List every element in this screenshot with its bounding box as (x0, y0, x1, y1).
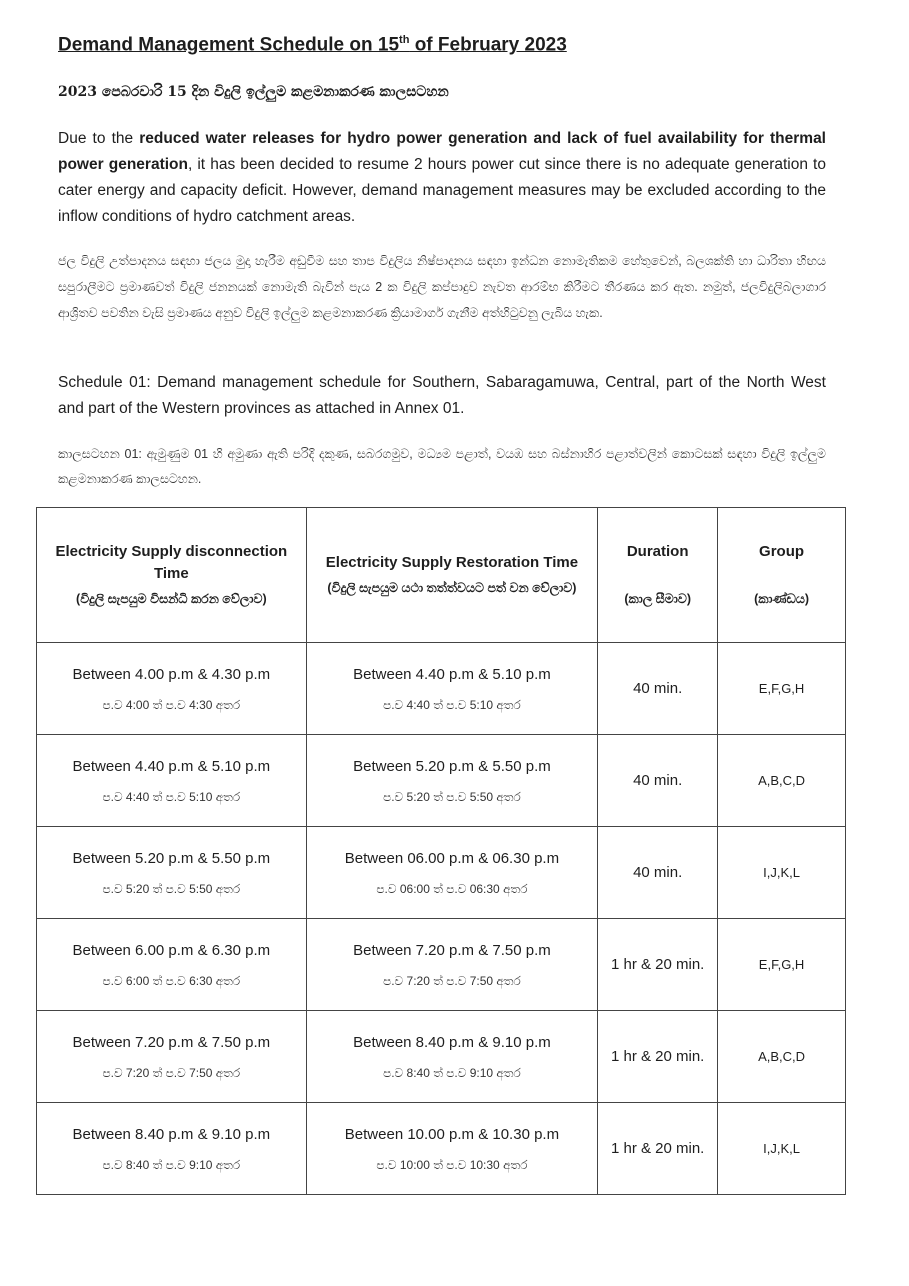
header-group: Group (කාණ්ඩය) (718, 508, 846, 643)
disconnection-cell: Between 6.00 p.m & 6.30 p.m ප.ව 6:00 ත් ප.ව 6:30 අතර (37, 919, 307, 1011)
intro-paragraph-sinhala: ජල විදුලි උත්පාදනය සඳහා ජලය මුදා හැරීම අඩුවීම සහ තාප විදුලිය නිෂ්පාදනය සඳහා ඉන්ධන නොමැතිකම හේතුවෙන්, බලශක්ති හා ධාරිතා හිඟය සපුරාලීමට ප්‍රමාණවත් විදුලි ජනනයක් නොමැති බැවින් පැය 2 ක විදුලි කප්පාදුව නැවත ආරම්භ කිරීමට තීරණය කර ඇත. නමුත්, ජලවිදුලිබලාගාර ආශ්‍රිතව පවතින වැසි ප්‍රමාණය අනුව විදුලි ඉල්ලුම කළමනාකරණ ක්‍රියාමාර්ග ගැනීම අත්හිටුවනු ලැබිය හැක. (58, 254, 826, 320)
restoration-cell: Between 10.00 p.m & 10.30 p.m ප.ව 10:00 ත් ප.ව 10:30 අතර (306, 1103, 598, 1195)
table-row (37, 1103, 846, 1195)
header-duration: Duration (කාල සීමාව) (598, 508, 718, 643)
duration-cell: 40 min. (598, 827, 718, 919)
disconnection-cell: Between 4.00 p.m & 4.30 p.m ප.ව 4:00 ත් ප.ව 4:30 අතර (37, 643, 307, 735)
restoration-cell: Between 4.40 p.m & 5.10 p.m ප.ව 4:40 ත් ප.ව 5:10 අතර (306, 643, 598, 735)
page-title: Demand Management Schedule on 15th of February 2023 (58, 34, 567, 56)
group-cell: A,B,C,D (718, 1011, 846, 1103)
sinhala-subtitle: 2023 පෙබරවාරි 15 දින විදුලි ඉල්ලුම කළමනාකරණ කාලසටහන (58, 84, 449, 100)
duration-cell: 40 min. (598, 643, 718, 735)
group-cell: A,B,C,D (718, 735, 846, 827)
duration-cell: 1 hr & 20 min. (598, 1011, 718, 1103)
schedule-description-sinhala: කාලසටහන 01: ඇමුණුම 01 හි අමුණා ඇති පරිදි දකුණ, සබරගමුව, මධ්‍යම පළාත්, වයඹ සහ බස්නාහිර පළාත්වලින් කොටසක් සඳහා විදුලි ඉල්ලුම කළමනාකරණ කාලසටහන. (58, 447, 826, 486)
header-restoration-time: Electricity Supply Restoration Time (විදුලි සැපයුම යථා තත්ත්වයට පත් වන වේලාව) (306, 508, 598, 643)
disconnection-cell: Between 8.40 p.m & 9.10 p.m ප.ව 8:40 ත් ප.ව 9:10 අතර (37, 1103, 307, 1195)
header-disconnection-time: Electricity Supply disconnection Time (විදුලි සැපයුම විසන්ධි කරන වේලාව) (37, 508, 307, 643)
table-row (37, 643, 846, 735)
table-header-row (37, 508, 846, 643)
restoration-cell: Between 7.20 p.m & 7.50 p.m ප.ව 7:20 ත් ප.ව 7:50 අතර (306, 919, 598, 1011)
table-row (37, 919, 846, 1011)
schedule-description: Schedule 01: Demand management schedule for Southern, Sabaragamuwa, Central, part of the North West and part of the Western provinces as attached in Annex 01. (58, 374, 826, 417)
restoration-cell: Between 8.40 p.m & 9.10 p.m ප.ව 8:40 ත් ප.ව 9:10 අතර (306, 1011, 598, 1103)
intro-paragraph: Due to the reduced water releases for hydro power generation and lack of fuel availability for thermal power generation, it has been decided to resume 2 hours power cut since there is no adequate generation to cater energy and capacity deficit. However, demand management measures may be excluded according to the inflow conditions of hydro catchment areas. (58, 130, 826, 225)
disconnection-cell: Between 4.40 p.m & 5.10 p.m ප.ව 4:40 ත් ප.ව 5:10 අතර (37, 735, 307, 827)
disconnection-cell: Between 7.20 p.m & 7.50 p.m ප.ව 7:20 ත් ප.ව 7:50 අතර (37, 1011, 307, 1103)
schedule-table (36, 507, 846, 1195)
table-row (37, 1011, 846, 1103)
restoration-cell: Between 5.20 p.m & 5.50 p.m ප.ව 5:20 ත් ප.ව 5:50 අතර (306, 735, 598, 827)
group-cell: E,F,G,H (718, 643, 846, 735)
disconnection-cell: Between 5.20 p.m & 5.50 p.m ප.ව 5:20 ත් ප.ව 5:50 අතර (37, 827, 307, 919)
duration-cell: 40 min. (598, 735, 718, 827)
duration-cell: 1 hr & 20 min. (598, 1103, 718, 1195)
group-cell: I,J,K,L (718, 827, 846, 919)
table-row (37, 735, 846, 827)
table-row (37, 827, 846, 919)
group-cell: I,J,K,L (718, 1103, 846, 1195)
restoration-cell: Between 06.00 p.m & 06.30 p.m ප.ව 06:00 ත් ප.ව 06:30 අතර (306, 827, 598, 919)
group-cell: E,F,G,H (718, 919, 846, 1011)
duration-cell: 1 hr & 20 min. (598, 919, 718, 1011)
